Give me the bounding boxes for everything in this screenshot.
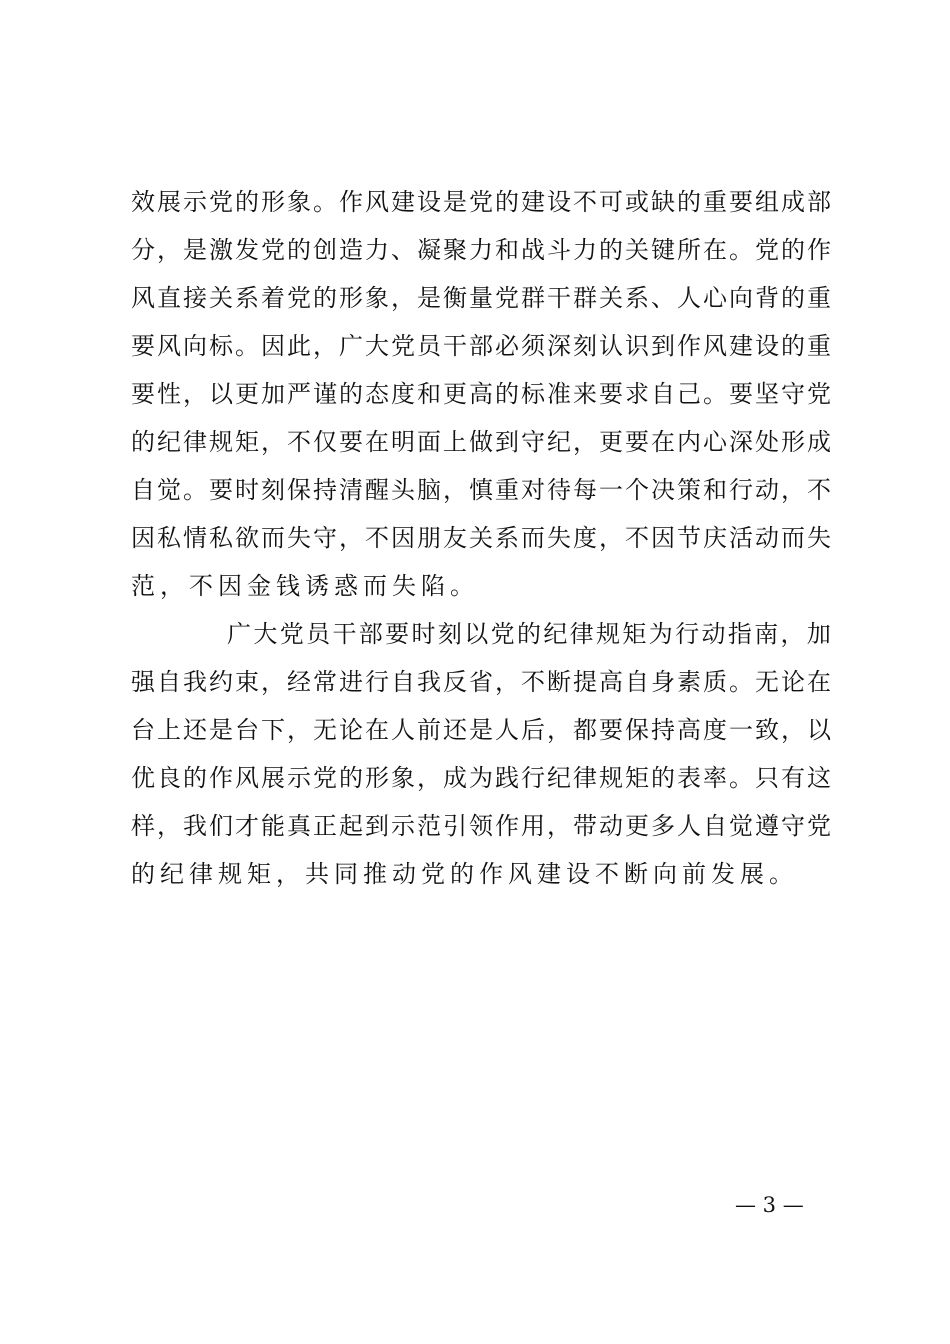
paragraph-1-line-8 bbox=[131, 514, 831, 562]
line-text: 优 良 的 作 风 展 示 党 的 形 象 ， 成 为 践 行 纪 律 规 矩 的 表 率 。 只 有 这 bbox=[131, 764, 831, 792]
line-text: 的 纪 律 规 矩 ， 不 仅 要 在 明 面 上 做 到 守 纪 ， 更 要 在 内 心 深 处 形 成 bbox=[131, 428, 831, 456]
page-number: — 3 — bbox=[735, 1193, 804, 1217]
line-text: 因 私 情 私 欲 而 失 守 ， 不 因 朋 友 关 系 而 失 度 ， 不 因 节 庆 活 动 而 失 bbox=[131, 524, 831, 552]
line-text: 要 性 ， 以 更 加 严 谨 的 态 度 和 更 高 的 标 准 来 要 求 自 己 。 要 坚 守 党 bbox=[131, 380, 831, 408]
line-text: 广 大 党 员 干 部 要 时 刻 以 党 的 纪 律 规 矩 为 行 动 指 南 ， 加 bbox=[227, 620, 831, 648]
paragraph-2-line-6 bbox=[131, 850, 831, 898]
line-text: 范，不因金钱诱惑而失陷。 bbox=[131, 572, 479, 600]
paragraph-1-line-3 bbox=[131, 274, 831, 322]
line-text: 自 觉 。 要 时 刻 保 持 清 醒 头 脑 ， 慎 重 对 待 每 一 个 决 策 和 行 动 ， 不 bbox=[131, 476, 831, 504]
paragraph-2-line-5 bbox=[131, 802, 831, 850]
paragraph-2-line-2 bbox=[131, 658, 831, 706]
paragraph-2-line-3 bbox=[131, 706, 831, 754]
body-text bbox=[131, 178, 831, 898]
paragraph-1-line-9 bbox=[131, 562, 831, 610]
line-text: 台 上 还 是 台 下 ， 无 论 在 人 前 还 是 人 后 ， 都 要 保 持 高 度 一 致 ， 以 bbox=[131, 716, 831, 744]
line-text: 分 ， 是 激 发 党 的 创 造 力 、 凝 聚 力 和 战 斗 力 的 关 键 所 在 。 党 的 作 bbox=[131, 236, 831, 264]
line-text: 的纪律规矩，共同推动党的作风建设不断向前发展。 bbox=[131, 860, 798, 888]
line-text: 要 风 向 标 。 因 此 ， 广 大 党 员 干 部 必 须 深 刻 认 识 到 作 风 建 设 的 重 bbox=[131, 332, 831, 360]
paragraph-2-line-1 bbox=[131, 610, 831, 658]
paragraph-2-line-4 bbox=[131, 754, 831, 802]
line-text: 风 直 接 关 系 着 党 的 形 象 ， 是 衡 量 党 群 干 群 关 系 、 人 心 向 背 的 重 bbox=[131, 284, 831, 312]
paragraph-1-line-4 bbox=[131, 322, 831, 370]
line-text: 强 自 我 约 束 ， 经 常 进 行 自 我 反 省 ， 不 断 提 高 自 身 素 质 。 无 论 在 bbox=[131, 668, 831, 696]
line-text: 样 ， 我 们 才 能 真 正 起 到 示 范 引 领 作 用 ， 带 动 更 多 人 自 觉 遵 守 党 bbox=[131, 812, 831, 840]
paragraph-1-line-2 bbox=[131, 226, 831, 274]
line-text: 效 展 示 党 的 形 象 。 作 风 建 设 是 党 的 建 设 不 可 或 缺 的 重 要 组 成 部 bbox=[131, 188, 831, 216]
paragraph-1-line-5 bbox=[131, 370, 831, 418]
paragraph-1-line-1 bbox=[131, 178, 831, 226]
paragraph-1-line-7 bbox=[131, 466, 831, 514]
paragraph-1-line-6 bbox=[131, 418, 831, 466]
